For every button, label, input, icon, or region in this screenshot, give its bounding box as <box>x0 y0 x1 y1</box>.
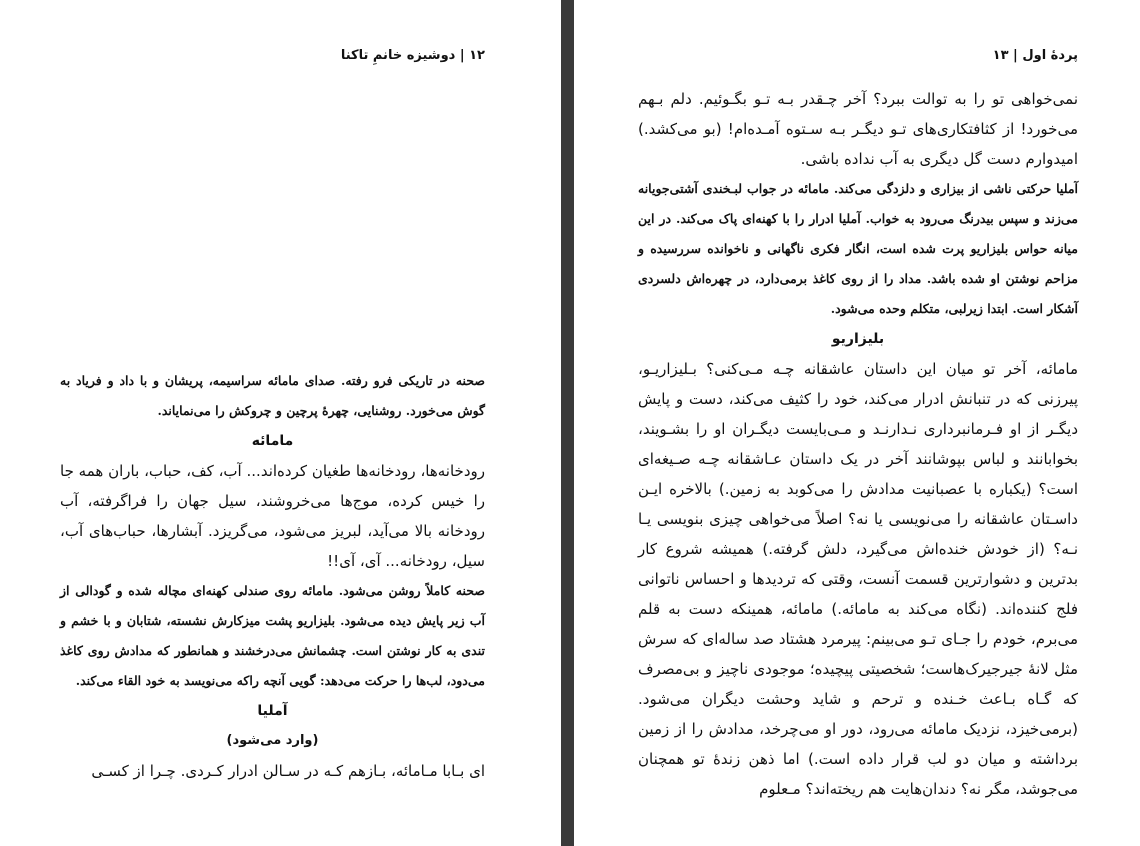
left-text-column <box>60 366 485 786</box>
page-header: پردهٔ اول | ۱۳ <box>992 48 1078 63</box>
page-header: ۱۲ | دوشیزه خانمِ تاکنا <box>340 48 485 63</box>
dialogue-paragraph: نمی‌خواهی تو را به توالت ببرد؟ آخر چـقدر بـه تـو بگـوئیم. دلم بـهم می‌خورد! از کثافتکاری‌های تـو دیگـر بـه سـتوه آمـده‌ام! (بو می‌کشد.) امیدوارم دست گل دیگری به آب نداده باشی. <box>638 90 1078 168</box>
stage-direction: آملیا حرکتی ناشی از بیزاری و دلزدگی می‌کند. مامائه در جواب لبـخندی آشتی‌جویانه می‌زند و سپس بیدرنگ می‌رود به خواب. آملیا ادرار را با کهنه‌ای پاک می‌کند. در این میانه حواس بلیزاریو پرت شده است، انگار فکری ناگهانی و ناخوانده سررسیده و مزاحم نوشتن او شده باشد. مداد را از روی کاغذ برمی‌دارد، در چهره‌اش دلسردی آشکار است. ابتدا زیرلبی، متکلم وحده می‌شود. <box>638 181 1078 316</box>
speaker-name: مامائه <box>251 433 294 449</box>
dialogue-paragraph: مامائه، آخر تو میان این داستان عاشقانه چـه مـی‌کنی؟ بـلیزاریـو، پیرزنی که در تنبانش ادرار می‌کند، خود را کثیف می‌کند، دست و پایش دیگـر از او فـرمانبرداری نـدارنـد و مـی‌بایست دیگـران او را بشـویند، بخوابانند و لباس بپوشانند آخر در یک داستان عـاشقانه چـه صـیغه‌ای است؟ (یکباره با عصبانیت مدادش را می‌کوبد به زمین.) بالاخره ایـن داسـتان عاشقانه را می‌نویسی یا نه؟ اصلاً می‌خواهی چیزی بنویسی یـا نـه؟ (از خودش خنده‌اش می‌گیرد، دلش گرفته.) همیشه شروع کار بدترین و دشوارترین قسمت آنست، وقتی که تردیدها و احساس ناتوانی فلج کننده‌اند. (نگاه می‌کند به مامائه.) مامائه، همینکه دست به قلم می‌برم، خودم را جـای تـو می‌بینم: پیرمرد هشتاد صد ساله‌ای که سرش مثل لانهٔ جیرجیرک‌هاست؛ شخصیتی پیچیده؛ موجودی ناچیز و بی‌مصرف که گـاه بـاعث خـنده و ترحم و شاید وحشت دیگران می‌شود. (برمی‌خیزد، نزدیک مامائه می‌رود، دور او می‌چرخد، مدادش را از زمین برداشته و میان دو لب قرار داده است.) اما ذهن زندهٔ تو همچنان می‌جوشد، مگر نه؟ دندان‌هایت هم ریخته‌اند؟ مـعلوم <box>638 360 1078 798</box>
right-page <box>576 0 1140 846</box>
stage-direction: (وارد می‌شود) <box>226 733 319 748</box>
scene-description: صحنه در تاریکی فرو رفته. صدای مامائه سراسیمه، پریشان و با داد و فریاد به گوش می‌خورد. روشنایی، چهرهٔ پرچین و چروکش را می‌نمایاند. <box>60 373 485 418</box>
dialogue-paragraph: ای بـابا مـامائه، بـازهم کـه در سـالن ادرار کـردی. چـرا از کسـی <box>91 762 485 780</box>
right-text-column <box>638 84 1078 804</box>
speaker-name: بلیزاریو <box>831 331 885 347</box>
book-spine-gutter <box>561 0 574 846</box>
left-page <box>0 0 560 846</box>
dialogue-paragraph: رودخانه‌ها، رودخانه‌ها طغیان کرده‌اند... آب، کف، حباب، باران همه جا را خیس کرده، موج‌ها می‌خروشند، سیل جهان را فراگرفته، آب رودخانه بالا می‌آید، لبریز می‌شود، می‌گریزد. آبشارها، حباب‌های آب، سیل، رودخانه... آی، آی!! <box>60 462 485 570</box>
speaker-name: آملیا <box>257 703 288 719</box>
stage-direction: صحنه کاملاً روشن می‌شود. مامائه روی صندلی کهنه‌ای مچاله شده و گودالی از آب زیر پایش دیده می‌شود. بلیزاریو پشت میزکارش نشسته، شتابان و با خشم و تندی به کار نوشتن است. چشمانش می‌درخشند و همانطور که مدادش روی کاغذ می‌دود، لب‌ها را حرکت می‌دهد: گویی آنچه راکه می‌نویسد به خود القاء می‌کند. <box>60 583 485 688</box>
